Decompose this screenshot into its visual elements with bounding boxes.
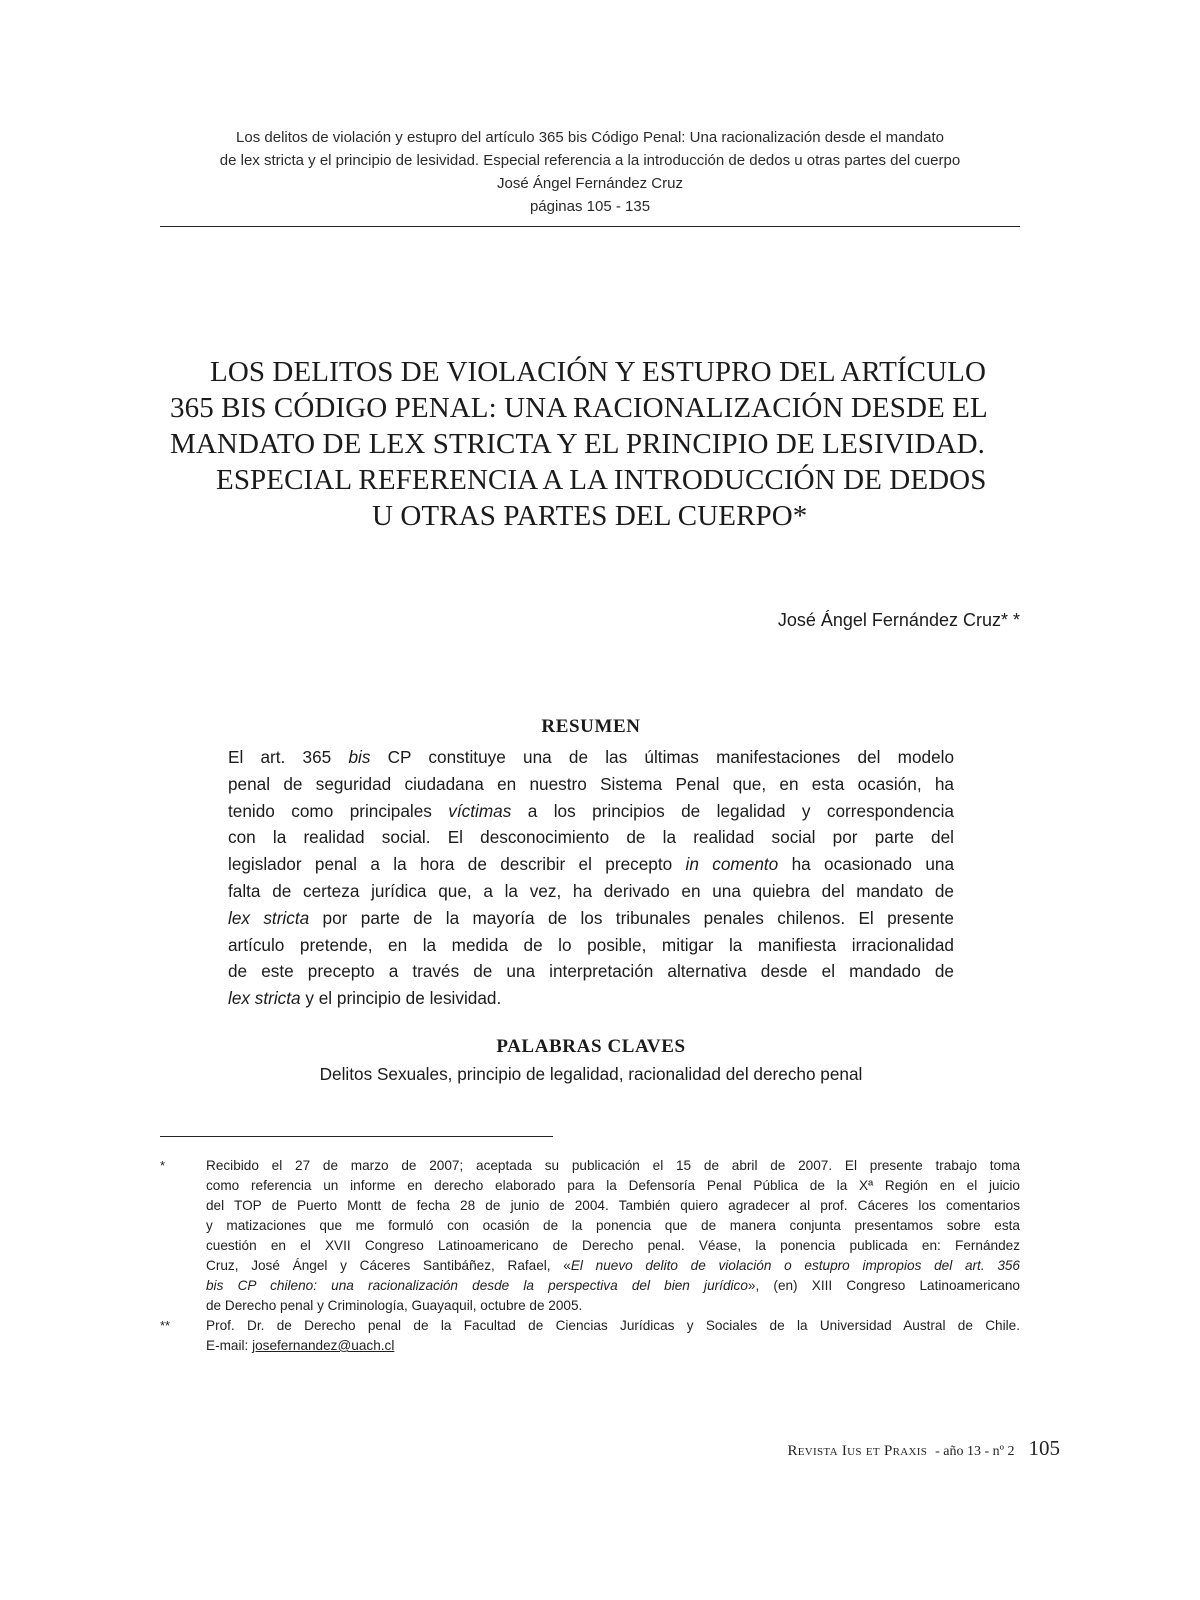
article-title-line-4: ESPECIAL REFERENCIA A LA INTRODUCCIÓN DE DEDOS [216,464,987,496]
footnote-line: Recibido el 27 de marzo de 2007; aceptada su publicación el 15 de abril de 2007. El presente trabajo toma [206,1158,1020,1173]
author-name: José Ángel Fernández Cruz* * [777,610,1020,630]
email-link[interactable]: josefernandez@uach.cl [252,1338,395,1353]
keywords-heading: PALABRAS CLAVES [496,1036,686,1057]
footnote-line: E-mail: josefernandez@uach.cl [206,1338,395,1353]
page-number: 105 [1028,1436,1060,1460]
abstract-heading: RESUMEN [541,716,641,737]
footnote-line: Cruz, José Ángel y Cáceres Santibáñez, Rafael, «El nuevo delito de violación o estupro impropios del art. 356 [206,1258,1020,1273]
abstract-line: lex stricta y el principio de lesividad. [228,988,502,1009]
footnote-line: Prof. Dr. de Derecho penal de la Facultad de Ciencias Jurídicas y Sociales de la Universidad Austral de Chile. [206,1318,1020,1333]
running-header-pages: páginas 105 - 135 [529,198,651,215]
keywords-text: Delitos Sexuales, principio de legalidad, racionalidad del derecho penal [319,1064,863,1084]
running-footer [787,1436,1060,1461]
abstract-line: penal de seguridad ciudadana en nuestro Sistema Penal que, en esta ocasión, ha [228,773,954,794]
footnote-divider [160,1136,553,1137]
running-header-author: José Ángel Fernández Cruz [497,175,683,192]
journal-name: Revista Ius et Praxis [787,1443,928,1459]
article-title [160,354,1020,534]
footnote-marker: ** [160,1318,171,1333]
footnote-line: bis CP chileno: una racionalización desde la perspectiva del bien jurídico», (en) XIII Congreso Latinoamericano [206,1278,1020,1293]
article-title-line-2: 365 BIS CÓDIGO PENAL: UNA RACIONALIZACIÓN DESDE EL [170,392,988,424]
article-title-line-5: U OTRAS PARTES DEL CUERPO* [372,500,808,532]
abstract-line: lex stricta por parte de la mayoría de los tribunales penales chilenos. El presente [228,907,954,928]
header-divider [160,226,1020,227]
footnote-line: de Derecho penal y Criminología, Guayaquil, octubre de 2005. [206,1298,583,1313]
footnotes [160,1156,1020,1356]
abstract-line: falta de certeza jurídica que, a la vez, ha derivado en una quiebra del mandato de [228,880,954,901]
footnote-marker: * [160,1158,166,1173]
footnote-line: del TOP de Puerto Montt de fecha 28 de junio de 2004. También quiero agradecer al prof. Cáceres los comentarios [206,1198,1020,1213]
article-title-line-3: MANDATO DE LEX STRICTA Y EL PRINCIPIO DE LESIVIDAD. [170,428,986,460]
abstract-line: con la realidad social. El desconocimiento de la realidad social por parte del [228,827,954,848]
footnote-2 [160,1316,1020,1356]
footnote-1 [160,1156,1020,1316]
article-title-line-1: LOS DELITOS DE VIOLACIÓN Y ESTUPRO DEL ARTÍCULO [210,356,987,388]
footnote-line: cuestión en el XVII Congreso Latinoamericano de Derecho penal. Véase, la ponencia publicada en: Fernández [206,1238,1020,1253]
abstract-line: de este precepto a través de una interpretación alternativa desde el mandado de [228,961,954,982]
footnote-line: como referencia un informe en derecho elaborado para la Defensoría Penal Pública de la Xª Región en el juicio [206,1178,1020,1193]
abstract-line: legislador penal a la hora de describir el precepto in comento ha ocasionado una [228,854,954,875]
abstract-line: artículo pretende, en la medida de lo posible, mitigar la manifiesta irracionalidad [228,934,954,955]
abstract-line: tenido como principales víctimas a los principios de legalidad y correspondencia [228,800,954,821]
issue-info: - año 13 - nº 2 [935,1444,1015,1459]
running-header-title-line-1: Los delitos de violación y estupro del artículo 365 bis Código Penal: Una racionalización desde el mandato [236,129,944,146]
running-header-title-line-2: de lex stricta y el principio de lesividad. Especial referencia a la introducción de dedos u otras partes del cuerpo [219,152,961,169]
abstract-body [228,744,954,1012]
abstract-line: El art. 365 bis CP constituye una de las últimas manifestaciones del modelo [228,747,954,767]
footnote-line: y matizaciones que me formuló con ocasión de la ponencia que de manera conjunta presentamos sobre esta [206,1218,1020,1233]
running-header [160,126,1020,218]
